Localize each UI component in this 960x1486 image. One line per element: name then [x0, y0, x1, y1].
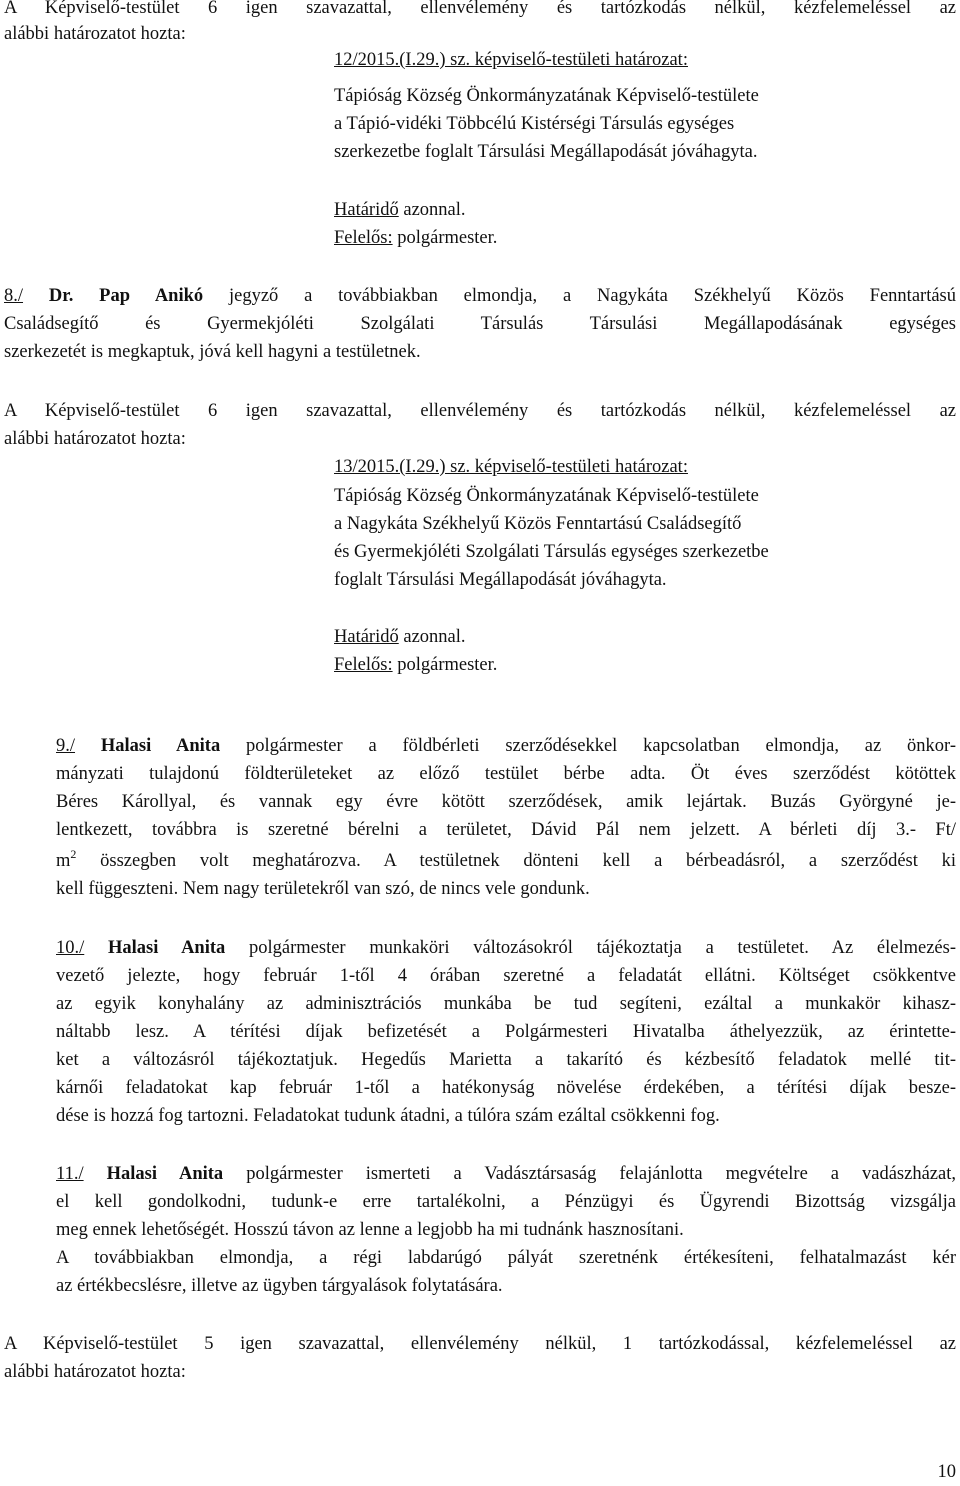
item-9-unit: m — [56, 851, 71, 871]
item-8-number: 8./ — [4, 286, 24, 306]
item-10-text-1: polgármester munkaköri változásokról tájékoztatja a testületet. Az élelmezés- — [249, 938, 957, 958]
resolution-13-title: 13/2015.(I.29.) sz. képviselő-testületi határozat: — [334, 457, 688, 477]
item-9-text-5: összegben volt meghatározva. A testületnek dönteni kell a bérbeadásról, a szerződést ki — [100, 851, 956, 871]
item-8-line-1 — [4, 283, 956, 310]
vote-2-line-1: A Képviselő-testület 6 igen szavazattal, ellenvélemény és tartózkodás nélkül, kézfelemeléssel az — [4, 401, 956, 421]
vote-3-line-2: alábbi határozatot hozta: — [4, 1362, 186, 1382]
item-10-line-5: ket a változásról tájékoztatjuk. Hegedűs Marietta a takarító és kézbesítő feladatok mellé tit- — [56, 1050, 956, 1070]
item-11-line-3: meg ennek lehetőségét. Hosszú távon az lenne a legjobb ha mi tudnánk hasznosítani. — [56, 1220, 684, 1240]
item-10-number: 10./ — [56, 938, 85, 958]
item-9-line-2: mányzati tulajdonú földterületeket az előző testület bérbe adta. Öt éves szerződést kötöttek — [56, 764, 956, 784]
resolution-13-deadline — [334, 624, 466, 651]
resolution-13-line-2: a Nagykáta Székhelyű Közös Fenntartású Családsegítő — [334, 514, 742, 534]
resolution-13-line-1: Tápióság Község Önkormányzatának Képviselő-testülete — [334, 486, 759, 506]
vote-2-line-2: alábbi határozatot hozta: — [4, 429, 186, 449]
responsible-value: polgármester. — [397, 228, 498, 248]
item-10-line-7: dése is hozzá fog tartozni. Feladatokat tudunk átadni, a túlóra szám ezáltal csökkenni fog. — [56, 1106, 720, 1126]
item-9-unit-exponent: 2 — [70, 846, 77, 861]
item-11-line-5: az értékbecslésre, illetve az ügyben tárgyalások folytatására. — [56, 1276, 503, 1296]
resolution-12-responsible — [334, 225, 497, 252]
responsible-value: polgármester. — [397, 655, 498, 675]
item-9-number: 9./ — [56, 736, 76, 756]
item-9-line-3: Béres Károllyal, és vannak egy évre kötött szerződések, amik lejártak. Buzás Györgyné je- — [56, 792, 956, 812]
vote-1-line-2: alábbi határozatot hozta: — [4, 24, 186, 44]
item-11-text-1: polgármester ismerteti a Vadásztársaság felajánlotta megvételre a vadászházat, — [246, 1164, 956, 1184]
item-11-number: 11./ — [56, 1164, 84, 1184]
deadline-value: azonnal. — [403, 200, 466, 220]
responsible-label: Felelős: — [334, 655, 393, 675]
resolution-12-line-2: a Tápió-vidéki Többcélú Kistérségi Társulás egységes — [334, 114, 735, 134]
item-8-line-2: Családsegítő és Gyermekjóléti Szolgálati Társulás Társulási Megállapodásának egységes — [4, 314, 956, 334]
item-9-text-1: polgármester a földbérleti szerződésekkel kapcsolatban elmondja, az önkor- — [246, 736, 956, 756]
item-11-line-2: el kell gondolkodni, tudunk-e erre tartalékolni, a Pénzügyi és Ügyrendi Bizottság vizsgálja — [56, 1192, 956, 1212]
item-9-line-1 — [56, 733, 956, 760]
item-10-line-4: náltabb lesz. A térítési díjak befizetését a Polgármesteri Hivatalba áthelyezzük, az érintette- — [56, 1022, 956, 1042]
vote-1-line-1: A Képviselő-testület 6 igen szavazattal, ellenvélemény és tartózkodás nélkül, kézfelemeléssel az — [4, 0, 956, 18]
item-9-line-4: lentkezett, továbbra is szeretné bérelni a területet, Dávid Pál nem jelzett. A bérleti díj 3.- Ft/ — [56, 820, 956, 840]
resolution-12-line-3: szerkezetbe foglalt Társulási Megállapodását jóváhagyta. — [334, 142, 758, 162]
item-8-text-1: jegyző a továbbiakban elmondja, a Nagykáta Székhelyű Közös Fenntartású — [228, 286, 956, 306]
resolution-13-line-3: és Gyermekjóléti Szolgálati Társulás egységes szerkezetbe — [334, 542, 769, 562]
item-10-line-6: kárnői feladatokat kap február 1-től a hatékonyság növelése érdekében, a térítési díjak beszе- — [56, 1078, 956, 1098]
deadline-label: Határidő — [334, 627, 399, 647]
item-9-speaker: Halasi Anita — [100, 736, 221, 756]
resolution-12-deadline — [334, 197, 466, 224]
item-9-line-6: kell függeszteni. Nem nagy területekről van szó, de nincs vele gondunk. — [56, 879, 590, 899]
item-10-line-2: vezető jelezte, hogy február 1-től 4 órában szeretné a feladatát ellátni. Költséget csökkentve — [56, 966, 956, 986]
item-11-line-4: A továbbiakban elmondja, a régi labdarúgó pályát szeretnénk értékesíteni, felhatalmazást kér — [56, 1248, 956, 1268]
item-8-speaker: Dr. Pap Anikó — [48, 286, 204, 306]
item-10-line-1 — [56, 935, 956, 962]
item-11-line-1 — [56, 1161, 956, 1188]
item-10-speaker: Halasi Anita — [108, 938, 226, 958]
vote-3-line-1: A Képviselő-testület 5 igen szavazattal, ellenvélemény nélkül, 1 tartózkodással, kézfelemeléssel az — [4, 1334, 956, 1354]
resolution-12-title: 12/2015.(I.29.) sz. képviselő-testületi határozat: — [334, 50, 688, 70]
page-number: 10 — [937, 1462, 956, 1482]
resolution-13-line-4: foglalt Társulási Megállapodását jóváhagyta. — [334, 570, 667, 590]
deadline-label: Határidő — [334, 200, 399, 220]
item-11-speaker: Halasi Anita — [106, 1164, 224, 1184]
item-9-line-5 — [56, 848, 956, 875]
item-10-line-3: az egyik konyhalány az adminisztrációs munkába be tud segíteni, ezáltal a munkakör kihasz- — [56, 994, 956, 1014]
deadline-value: azonnal. — [403, 627, 466, 647]
item-8-line-3: szerkezetét is megkaptuk, jóvá kell hagyni a testületnek. — [4, 342, 421, 362]
resolution-12-line-1: Tápióság Község Önkormányzatának Képviselő-testülete — [334, 86, 759, 106]
responsible-label: Felelős: — [334, 228, 393, 248]
resolution-13-responsible — [334, 652, 497, 679]
